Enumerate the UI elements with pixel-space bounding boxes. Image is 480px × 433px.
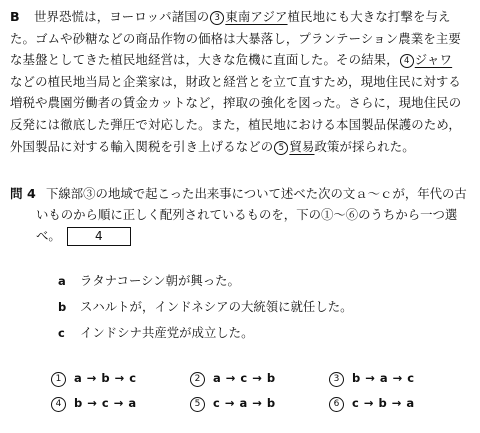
passage-text: 政策が採られた。 bbox=[314, 138, 415, 154]
question-4 bbox=[10, 183, 472, 246]
statement-text: インドシナ共産党が成立した。 bbox=[80, 325, 254, 340]
choice-5[interactable] bbox=[189, 391, 328, 416]
underline-marker: 3 bbox=[210, 11, 224, 25]
passage-text: 世界恐慌は，ヨーロッパ諸国の bbox=[34, 9, 210, 24]
statements-list bbox=[58, 268, 352, 346]
choice-3[interactable] bbox=[328, 366, 467, 391]
choice-number-icon: 4 bbox=[51, 397, 66, 412]
passage-line-5 bbox=[10, 92, 472, 114]
passage-text: 外国製品に対する輸入関税を引き上げるなどの bbox=[10, 138, 274, 154]
passage-text: 反発には徹底した弾圧で対応した。また，植民地における本国製品保護のため， bbox=[10, 116, 461, 132]
passage-line-7 bbox=[10, 136, 472, 158]
statement-text: ラタナコーシン朝が興った。 bbox=[80, 273, 240, 288]
answer-choices bbox=[50, 365, 470, 415]
choice-sequence: b → a → c bbox=[352, 371, 415, 385]
underlined-term-southeast-asia: 東南アジア bbox=[225, 9, 288, 24]
answer-box: 4 bbox=[67, 227, 131, 246]
passage-text: 植民地にも大きな打撃を与え bbox=[287, 9, 451, 24]
question-line-1 bbox=[10, 183, 472, 204]
passage-line-3 bbox=[10, 49, 472, 71]
choice-number-icon: 6 bbox=[329, 397, 344, 412]
choice-4[interactable] bbox=[50, 391, 189, 416]
choice-sequence: b → c → a bbox=[74, 396, 137, 410]
statement-label: c bbox=[58, 326, 65, 340]
passage bbox=[10, 6, 472, 157]
choice-number-icon: 2 bbox=[190, 372, 205, 387]
choice-sequence: c → b → a bbox=[352, 396, 415, 410]
passage-line-2 bbox=[10, 28, 472, 50]
choice-1[interactable] bbox=[50, 366, 189, 391]
statement-b bbox=[58, 294, 352, 320]
choices-row-1 bbox=[50, 365, 470, 390]
question-label: 問 4 bbox=[10, 186, 36, 201]
underlined-term-java: ジャワ bbox=[414, 52, 453, 68]
choice-sequence: c → a → b bbox=[213, 396, 276, 410]
underline-marker: 5 bbox=[274, 141, 288, 155]
question-text: べ。 bbox=[36, 228, 61, 243]
choice-2[interactable] bbox=[189, 366, 328, 391]
passage-line-1 bbox=[10, 6, 472, 28]
question-text: 下線部③の地域で起こった出来事について述べた次の文ａ～ｃが，年代の古 bbox=[46, 186, 467, 201]
statement-c bbox=[58, 320, 352, 346]
statement-label: b bbox=[58, 300, 67, 314]
question-text: いものから順に正しく配列されているものを，下の①～⑥のうちから一つ選 bbox=[36, 207, 458, 222]
choice-number-icon: 5 bbox=[190, 397, 205, 412]
question-line-3 bbox=[10, 225, 472, 246]
section-label: B bbox=[10, 9, 20, 24]
choices-row-2 bbox=[50, 390, 470, 415]
question-line-2 bbox=[10, 204, 472, 225]
choice-sequence: a → b → c bbox=[74, 371, 137, 385]
passage-text: な基盤としてきた植民地経営は，大きな危機に直面した。その結果， bbox=[10, 52, 399, 68]
passage-line-4 bbox=[10, 71, 472, 93]
choice-number-icon: 3 bbox=[329, 372, 344, 387]
passage-text: 増税や農園労働者の賃金カットなど，搾取の強化を図った。さらに，現地住民の bbox=[10, 95, 462, 111]
statement-label: a bbox=[58, 274, 66, 288]
passage-text: などの植民地当局と企業家は，財政と経営とを立て直すため，現地住民に対する bbox=[10, 73, 461, 89]
choice-6[interactable] bbox=[328, 391, 467, 416]
underline-marker: 4 bbox=[400, 54, 414, 68]
statement-text: スハルトが，インドネシアの大統領に就任した。 bbox=[80, 299, 353, 314]
passage-text: た。ゴムや砂糖などの商品作物の価格は大暴落し，プランテーション農業を主要 bbox=[10, 30, 461, 46]
statement-a bbox=[58, 268, 352, 294]
choice-sequence: a → c → b bbox=[213, 371, 276, 385]
choice-number-icon: 1 bbox=[51, 372, 66, 387]
passage-line-6 bbox=[10, 114, 472, 136]
underlined-term-trade: 貿易 bbox=[289, 138, 315, 154]
